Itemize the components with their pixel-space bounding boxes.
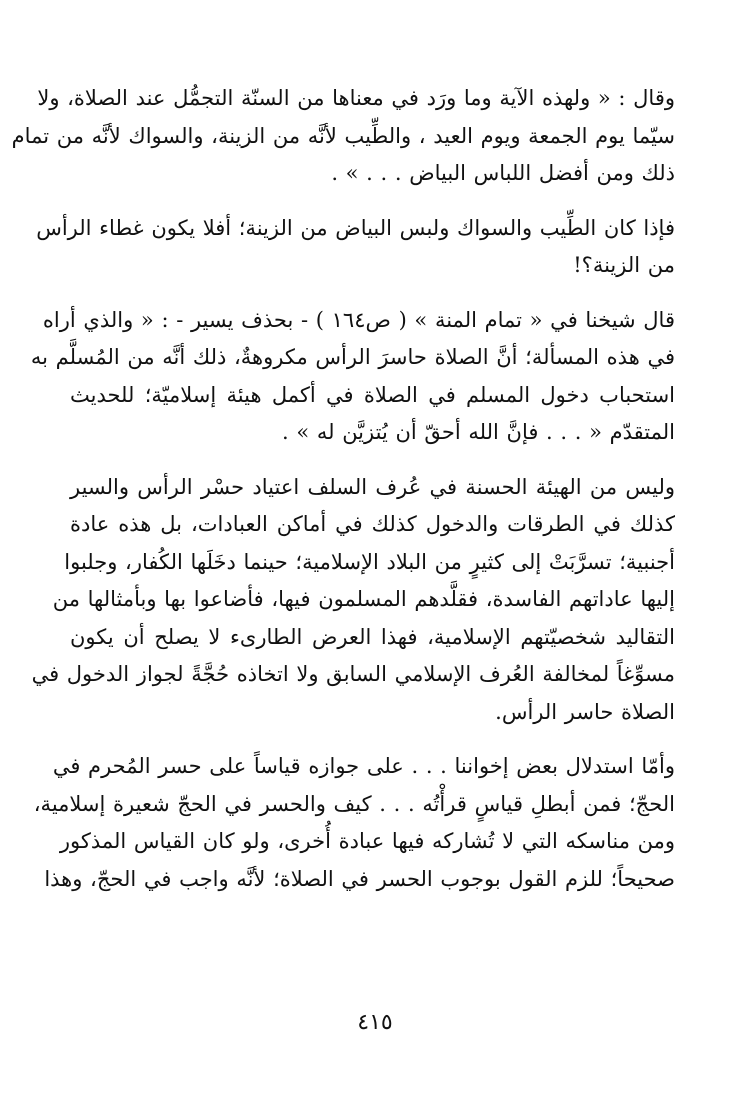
paragraph-1 <box>11 80 675 193</box>
text-line: الصلاة حاسر الرأس. <box>495 699 675 724</box>
text-line: صحيحاً؛ للزم القول بوجوب الحسر في الصلاة؛ لأنَّه واجب في الحجّ، وهذا <box>44 866 675 891</box>
text-line: استحباب دخول المسلم في الصلاة في أكمل هيئة إسلاميّة؛ للحديث <box>70 382 675 407</box>
text-line: ذلك ومن أفضل اللباس البياض . . . » . <box>331 161 675 185</box>
text-line: وليس من الهيئة الحسنة في عُرف السلف اعتياد حسْر الرأس والسير <box>70 474 675 499</box>
text-line: ومن مناسكه التي لا تُشاركه فيها عبادة أُخرى، ولو كان القياس المذكور <box>59 829 675 853</box>
paragraph-2 <box>36 210 675 285</box>
text-line: فإذا كان الطِّيب والسواك ولبس البياض من الزينة؛ أفلا يكون غطاء الرأس <box>36 215 675 240</box>
text-line: وقال : « ولهذه الآية وما ورَد في معناها من السنّة التجمُّل عند الصلاة، ولا <box>37 86 675 110</box>
text-line: المتقدّم « . . . فإنَّ الله أحقّ أن يُتزيَّن له » . <box>281 420 675 444</box>
paragraph-5 <box>33 748 675 898</box>
page-number: ٤١٥ <box>357 1010 393 1035</box>
text-line: أجنبية؛ تسرَّبَتْ إلى كثيرٍ من البلاد الإسلامية؛ حينما دخَلَها الكُفار، وجلبوا <box>64 549 675 574</box>
body-text <box>11 80 675 898</box>
text-line: قال شيخنا في « تمام المنة » ( ص١٦٤ ) - بحذف يسير - : « والذي أراه <box>42 307 675 332</box>
paragraph-3 <box>30 302 675 452</box>
text-line: مسوِّغاً لمخالفة العُرف الإسلامي السابق ولا اتخاذه حُجَّةً لجواز الدخول في <box>31 662 675 686</box>
text-line: سيّما يوم الجمعة ويوم العيد ، والطِّيب لأنَّه من الزينة، والسواك لأنَّه من تمام <box>11 123 675 148</box>
text-line: كذلك في الطرقات والدخول كذلك في أماكن العبادات، بل هذه عادة <box>70 512 675 536</box>
text-line: من الزينة؟! <box>573 253 675 277</box>
text-line: وأمّا استدلال بعض إخواننا . . . على جوازه قياساً على حسر المُحرم في <box>52 754 675 778</box>
paragraph-4 <box>31 469 675 732</box>
text-line: التقاليد شخصيّتهم الإسلامية، فهذا العرض الطارىء لا يصلح أن يكون <box>70 624 675 649</box>
text-line: الحجّ؛ فمن أبطلِ قياسٍ قرأْتُه . . . كيف والحسر في الحجّ شعيرة إسلامية، <box>33 791 675 816</box>
text-line: إليها عاداتهم الفاسدة، فقلَّدهم المسلمون فيها، فأضاعوا بها وبأمثالها من <box>52 587 675 611</box>
text-line: في هذه المسألة؛ أنَّ الصلاة حاسرَ الرأس مكروهةٌ، ذلك أنَّه من المُسلَّم به <box>30 345 675 369</box>
